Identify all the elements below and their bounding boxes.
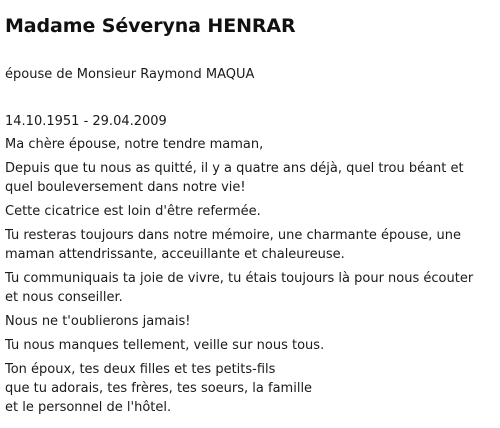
life-dates: 14.10.1951 - 29.04.2009 — [5, 114, 167, 129]
text-line: que tu adorais, tes frères, tes soeurs, la famille — [5, 381, 313, 396]
spouse-line: épouse de Monsieur Raymond MAQUA — [5, 67, 255, 82]
text-line: maman attendrissante, acceuillante et chaleureuse. — [5, 247, 345, 262]
paragraph-greeting — [5, 135, 497, 154]
paragraph-signature — [5, 360, 497, 417]
obituary-page — [5, 14, 497, 417]
paragraph-never-forget — [5, 312, 497, 331]
paragraph-joy — [5, 269, 497, 307]
text-line: Depuis que tu nous as quitté, il y a quatre ans déjà, quel trou béant et — [5, 161, 464, 176]
text-line: et le personnel de l'hôtel. — [5, 400, 172, 415]
paragraph-scar — [5, 202, 497, 221]
paragraph-memory — [5, 226, 497, 264]
text-line: Nous ne t'oublierons jamais! — [5, 314, 191, 329]
text-line: Ton époux, tes deux filles et tes petits-fils — [5, 362, 276, 377]
text-line: Ma chère épouse, notre tendre maman, — [5, 137, 264, 152]
text-line: Cette cicatrice est loin d'être refermée. — [5, 204, 261, 219]
text-line: Tu nous manques tellement, veille sur nous tous. — [5, 338, 325, 353]
text-line: Tu communiquais ta joie de vivre, tu étais toujours là pour nous écouter — [5, 271, 474, 286]
text-line: et nous conseiller. — [5, 290, 123, 305]
paragraph-loss — [5, 159, 497, 197]
text-line: quel bouleversement dans notre vie! — [5, 180, 246, 195]
text-line: Tu resteras toujours dans notre mémoire, une charmante épouse, une — [5, 228, 462, 243]
page-title: Madame Séveryna HENRAR — [5, 15, 296, 37]
paragraph-missing — [5, 336, 497, 355]
